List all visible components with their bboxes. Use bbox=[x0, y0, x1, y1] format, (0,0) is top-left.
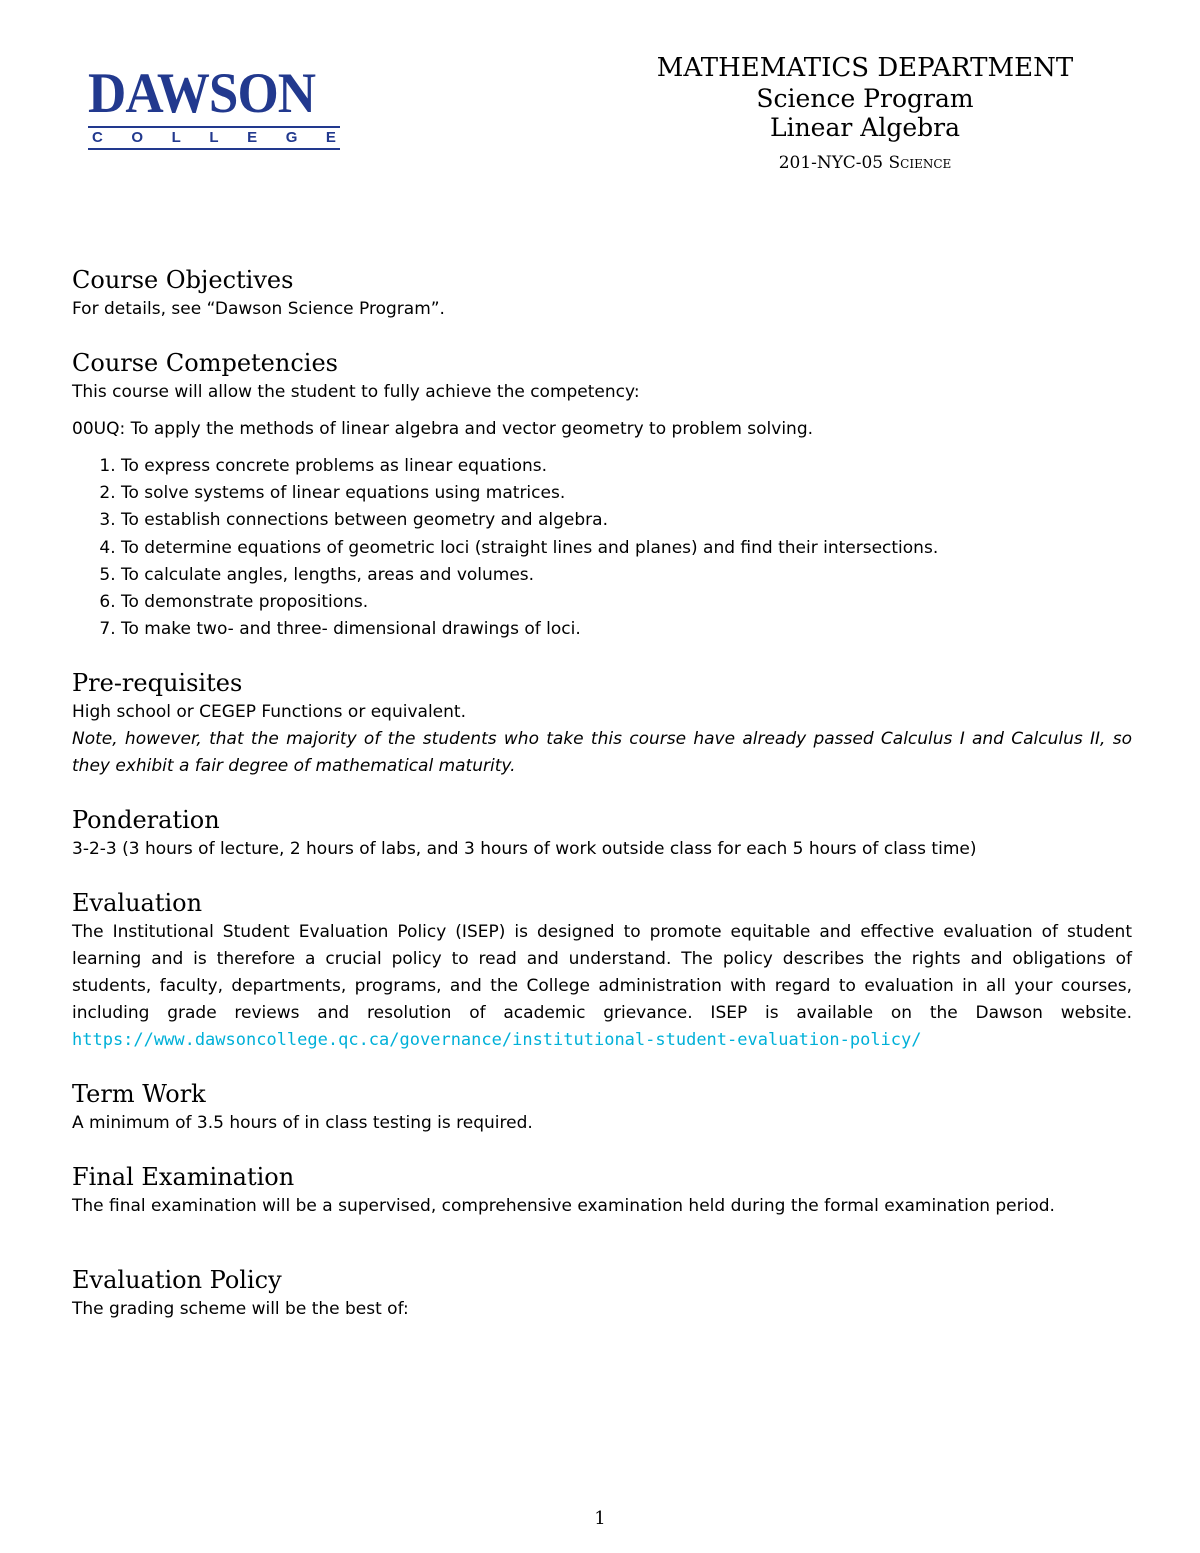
logo-letter: L bbox=[171, 129, 181, 146]
isep-link[interactable]: https://www.dawsoncollege.qc.ca/governance/institutional-student-evaluation-policy/ bbox=[72, 1030, 922, 1051]
section-heading: Course Competencies bbox=[72, 349, 338, 377]
logo-subtitle bbox=[88, 128, 340, 148]
section-term-work bbox=[72, 1078, 1132, 1137]
logo-letter: L bbox=[209, 129, 219, 146]
logo-rule-bottom bbox=[88, 148, 340, 150]
list-item: 7. To make two- and three- dimensional drawings of loci. bbox=[121, 616, 1132, 643]
list-item: 6. To demonstrate propositions. bbox=[121, 589, 1132, 616]
section-text: High school or CEGEP Functions or equivalent. bbox=[72, 702, 466, 723]
section-text: A minimum of 3.5 hours of in class testing is required. bbox=[72, 1113, 533, 1134]
prerequisite-note: Note, however, that the majority of the students who take this course have already passed Calculus I and Calculus II, so they exhibit a fair degree of mathematical maturity. bbox=[72, 729, 1132, 777]
section-text: The final examination will be a supervised, comprehensive examination held during the formal examination period. bbox=[72, 1196, 1055, 1217]
competency-statement: 00UQ: To apply the methods of linear algebra and vector geometry to problem solving. bbox=[72, 419, 814, 439]
section-heading: Term Work bbox=[72, 1080, 206, 1109]
program-title: Science Program bbox=[756, 84, 974, 113]
list-item: 2. To solve systems of linear equations using matrices. bbox=[121, 480, 1132, 507]
section-evaluation-policy bbox=[72, 1264, 1132, 1323]
section-text: This course will allow the student to fully achieve the competency: bbox=[72, 382, 640, 402]
logo-letter: E bbox=[325, 129, 336, 146]
page-number: 1 bbox=[594, 1508, 606, 1529]
section-ponderation bbox=[72, 804, 1132, 863]
course-code-program: Science bbox=[888, 153, 952, 173]
section-heading: Course Objectives bbox=[72, 266, 294, 294]
competency-list bbox=[72, 453, 1132, 643]
section-heading: Final Examination bbox=[72, 1163, 295, 1192]
section-evaluation bbox=[72, 887, 1132, 1054]
section-course-objectives bbox=[72, 264, 1132, 323]
evaluation-text: The Institutional Student Evaluation Policy (ISEP) is designed to promote equitable and effective evaluation of student learning and is therefore a crucial policy to read and understand. The policy describes the rights and obligations of students, faculty, departments, programs, and the College administration with regard to evaluation in all your courses, including grade reviews and resolution of academic grievance. ISEP is available on the Dawson website. bbox=[72, 922, 1132, 1024]
section-text: For details, see “Dawson Science Program”. bbox=[72, 299, 445, 319]
list-item: 1. To express concrete problems as linear equations. bbox=[121, 453, 1132, 480]
document-header bbox=[600, 52, 1130, 180]
section-final-examination bbox=[72, 1161, 1132, 1220]
course-code-number: 201-NYC-05 bbox=[778, 153, 884, 173]
logo-wordmark: DAWSON bbox=[88, 62, 316, 125]
section-text bbox=[72, 919, 1132, 1054]
logo-letter: C bbox=[92, 129, 103, 146]
list-item: 5. To calculate angles, lengths, areas and volumes. bbox=[121, 562, 1132, 589]
list-item: 4. To determine equations of geometric loci (straight lines and planes) and find their intersections. bbox=[121, 535, 1132, 562]
section-text: The grading scheme will be the best of: bbox=[72, 1299, 409, 1320]
section-heading: Pre-requisites bbox=[72, 669, 243, 698]
dawson-college-logo bbox=[88, 62, 340, 150]
document-body bbox=[72, 264, 1132, 1323]
course-code bbox=[600, 146, 1130, 180]
logo-letter: O bbox=[131, 129, 144, 146]
department-title: MATHEMATICS DEPARTMENT bbox=[656, 53, 1074, 83]
section-course-competencies bbox=[72, 347, 1132, 643]
course-title: Linear Algebra bbox=[769, 113, 960, 142]
section-prerequisites bbox=[72, 667, 1132, 780]
section-heading: Ponderation bbox=[72, 806, 220, 835]
section-text: 3-2-3 (3 hours of lecture, 2 hours of labs, and 3 hours of work outside class for each 5 hours of class time) bbox=[72, 839, 977, 860]
logo-letter: E bbox=[247, 129, 258, 146]
logo-letter: G bbox=[285, 129, 298, 146]
section-heading: Evaluation Policy bbox=[72, 1266, 282, 1295]
section-heading: Evaluation bbox=[72, 889, 203, 918]
list-item: 3. To establish connections between geometry and algebra. bbox=[121, 507, 1132, 534]
